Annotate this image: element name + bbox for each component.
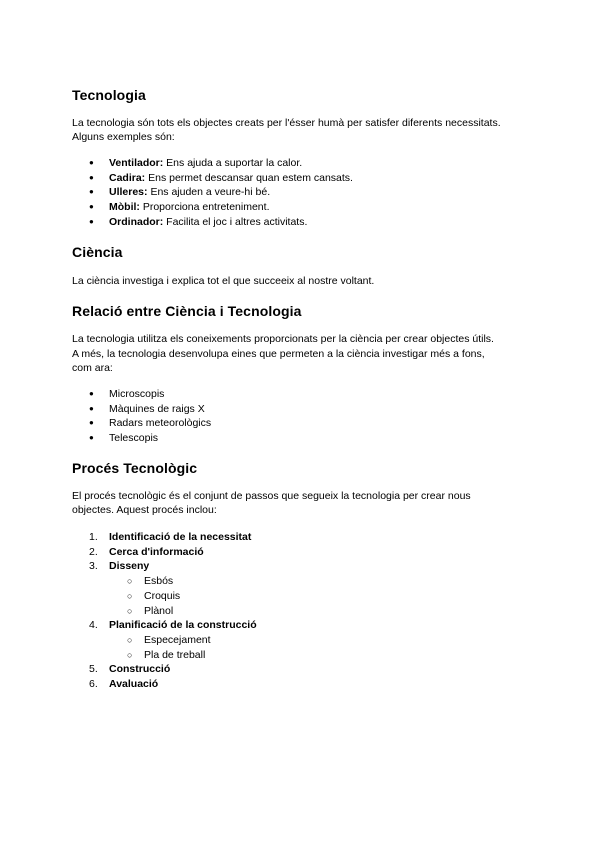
step-item: 4. Planificació de la construcció ○ Especejament ○ Pla de treball [72, 618, 257, 662]
list-item: ● Ulleres: Ens ajuden a veure-hi bé. [72, 185, 353, 200]
tecnologia-intro-line2: Alguns exemples són: [72, 131, 175, 143]
relacio-line3: com ara: [72, 362, 113, 374]
heading-ciencia: Ciència [72, 244, 123, 260]
list-item: ● Mòbil: Proporciona entreteniment. [72, 200, 353, 215]
list-item: ● Ordinador: Facilita el joc i altres activitats. [72, 215, 353, 230]
step-item: 3. Disseny ○ Esbós ○ Croquis ○ Plànol [72, 559, 257, 618]
sub-list-item: ○ Esbós [72, 574, 257, 589]
list-item: ● Telescopis [72, 431, 211, 446]
relacio-line2: A més, la tecnologia desenvolupa eines que permeten a la ciència investigar més a fons, [72, 348, 485, 360]
proces-line1: El procés tecnològic és el conjunt de passos que segueix la tecnologia per crear nous [72, 490, 471, 502]
list-item: ● Microscopis [72, 387, 211, 402]
list-item: ● Ventilador: Ens ajuda a suportar la calor. [72, 156, 353, 171]
proces-steps-list [72, 530, 257, 692]
sub-list-item: ○ Especejament [72, 633, 257, 648]
list-item: ● Radars meteorològics [72, 416, 211, 431]
list-item: ● Màquines de raigs X [72, 402, 211, 417]
step-item: 2. Cerca d'informació [89, 545, 204, 558]
proces-line2: objectes. Aquest procés inclou: [72, 504, 217, 516]
tecnologia-examples-list [72, 156, 353, 230]
step-item: 5. Construcció [89, 663, 171, 676]
list-item: ● Cadira: Ens permet descansar quan estem cansats. [72, 171, 353, 186]
step-item: 1. Identificació de la necessitat [89, 531, 252, 543]
sub-list-item: ○ Pla de treball [72, 648, 257, 663]
relacio-tools-list [72, 387, 211, 446]
heading-tecnologia: Tecnologia [72, 87, 146, 103]
heading-relacio: Relació entre Ciència i Tecnologia [72, 303, 302, 319]
tecnologia-intro-line1: La tecnologia són tots els objectes creats per l'ésser humà per satisfer diferents necessitats. [72, 117, 501, 129]
sub-list-item: ○ Croquis [72, 589, 257, 604]
planificacio-sublist [109, 633, 257, 662]
step-item: 6. Avaluació [89, 678, 159, 691]
sub-list-item: ○ Plànol [72, 604, 257, 619]
heading-proces: Procés Tecnològic [72, 460, 198, 476]
ciencia-text: La ciència investiga i explica tot el que succeeix al nostre voltant. [72, 275, 375, 287]
disseny-sublist [109, 574, 257, 618]
relacio-line1: La tecnologia utilitza els coneixements proporcionats per la ciència per crear objectes útils. [72, 333, 494, 345]
